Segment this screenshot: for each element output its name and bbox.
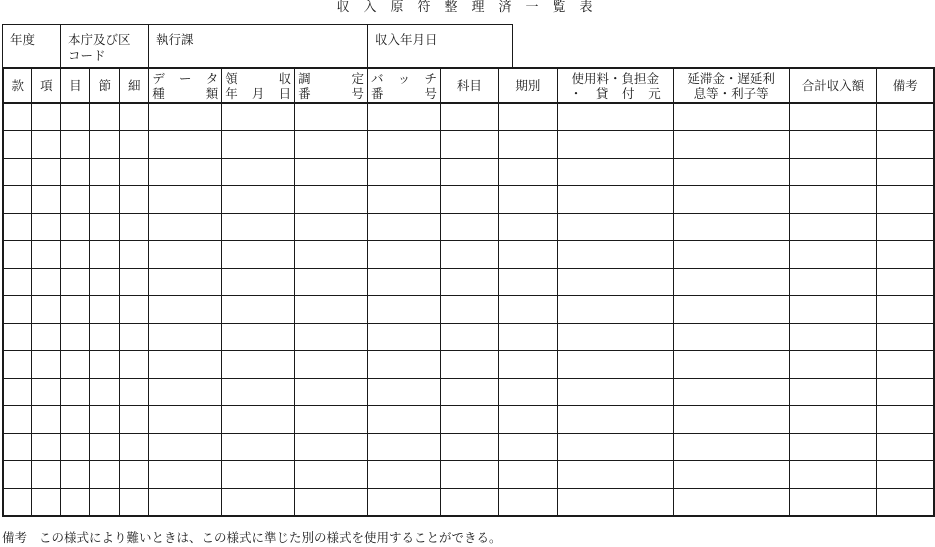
table-cell[interactable]	[61, 268, 90, 296]
table-cell[interactable]	[149, 131, 222, 159]
table-cell[interactable]	[32, 488, 61, 516]
col-subject: 科目	[440, 68, 498, 103]
table-cell[interactable]	[498, 461, 557, 489]
table-cell[interactable]	[295, 488, 368, 516]
table-cell[interactable]	[61, 488, 90, 516]
table-cell[interactable]	[61, 241, 90, 269]
table-cell[interactable]	[368, 433, 441, 461]
office-code-label-line1: 本庁及び区	[68, 32, 131, 47]
table-cell[interactable]	[222, 378, 295, 406]
table-cell[interactable]	[498, 158, 557, 186]
table-cell[interactable]	[368, 241, 441, 269]
table-cell[interactable]	[557, 158, 673, 186]
table-cell[interactable]	[673, 241, 789, 269]
table-cell[interactable]	[120, 488, 149, 516]
table-cell[interactable]	[222, 186, 295, 214]
table-cell[interactable]	[120, 158, 149, 186]
table-cell[interactable]	[61, 213, 90, 241]
table-cell[interactable]	[90, 103, 120, 131]
table-cell[interactable]	[120, 186, 149, 214]
table-cell[interactable]	[368, 158, 441, 186]
table-cell[interactable]	[557, 488, 673, 516]
col-period: 期別	[498, 68, 557, 103]
table-cell[interactable]	[440, 378, 498, 406]
col-received-date: 領収 年月日	[222, 68, 295, 103]
table-cell[interactable]	[673, 323, 789, 351]
table-cell[interactable]	[877, 351, 934, 379]
table-row	[3, 241, 934, 269]
table-cell[interactable]	[789, 488, 877, 516]
col-assessment-no: 調定 番号	[295, 68, 368, 103]
table-row	[3, 131, 934, 159]
table-cell[interactable]	[3, 433, 32, 461]
table-cell[interactable]	[498, 186, 557, 214]
col-batch-no: バッチ 番号	[368, 68, 441, 103]
table-cell[interactable]	[222, 351, 295, 379]
col-data-type: データ 種類	[149, 68, 222, 103]
table-cell[interactable]	[61, 296, 90, 324]
table-cell[interactable]	[440, 158, 498, 186]
table-cell[interactable]	[61, 186, 90, 214]
table-cell[interactable]	[3, 186, 32, 214]
col-remarks: 備考	[877, 68, 934, 103]
table-cell[interactable]	[789, 433, 877, 461]
table-cell[interactable]	[32, 378, 61, 406]
table-cell[interactable]	[3, 103, 32, 131]
table-cell[interactable]	[90, 461, 120, 489]
table-cell[interactable]	[149, 488, 222, 516]
table-cell[interactable]	[498, 241, 557, 269]
table-cell[interactable]	[557, 131, 673, 159]
table-cell[interactable]	[149, 378, 222, 406]
table-cell[interactable]	[789, 268, 877, 296]
table-cell[interactable]	[789, 351, 877, 379]
table-cell[interactable]	[557, 461, 673, 489]
table-cell[interactable]	[3, 268, 32, 296]
table-cell[interactable]	[149, 241, 222, 269]
table-cell[interactable]	[295, 103, 368, 131]
table-cell[interactable]	[789, 406, 877, 434]
table-row	[3, 323, 934, 351]
table-cell[interactable]	[90, 241, 120, 269]
table-cell[interactable]	[789, 378, 877, 406]
table-row	[3, 488, 934, 516]
col-kou: 項	[32, 68, 61, 103]
table-cell[interactable]	[295, 406, 368, 434]
col-moku: 目	[61, 68, 90, 103]
table-cell[interactable]	[295, 461, 368, 489]
table-cell[interactable]	[120, 103, 149, 131]
table-cell[interactable]	[498, 323, 557, 351]
table-cell[interactable]	[295, 351, 368, 379]
table-cell[interactable]	[3, 461, 32, 489]
table-cell[interactable]	[877, 241, 934, 269]
table-cell[interactable]	[673, 351, 789, 379]
table-cell[interactable]	[368, 488, 441, 516]
table-cell[interactable]	[222, 213, 295, 241]
table-cell[interactable]	[440, 488, 498, 516]
table-cell[interactable]	[673, 296, 789, 324]
table-cell[interactable]	[440, 461, 498, 489]
table-cell[interactable]	[498, 268, 557, 296]
table-cell[interactable]	[90, 433, 120, 461]
col-sai: 細	[120, 68, 149, 103]
table-cell[interactable]	[877, 186, 934, 214]
table-cell[interactable]	[3, 158, 32, 186]
table-cell[interactable]	[90, 488, 120, 516]
table-cell[interactable]	[877, 131, 934, 159]
col-late-fee: 延滞金・遅延利 息等・利子等	[673, 68, 789, 103]
table-cell[interactable]	[120, 268, 149, 296]
table-cell[interactable]	[295, 323, 368, 351]
table-cell[interactable]	[440, 186, 498, 214]
table-cell[interactable]	[673, 461, 789, 489]
table-cell[interactable]	[673, 488, 789, 516]
table-cell[interactable]	[368, 323, 441, 351]
table-cell[interactable]	[789, 103, 877, 131]
table-cell[interactable]	[673, 406, 789, 434]
table-cell[interactable]	[557, 378, 673, 406]
table-cell[interactable]	[295, 213, 368, 241]
table-cell[interactable]	[120, 241, 149, 269]
table-cell[interactable]	[32, 131, 61, 159]
table-cell[interactable]	[440, 131, 498, 159]
table-cell[interactable]	[120, 351, 149, 379]
column-header-row	[3, 68, 934, 103]
table-cell[interactable]	[368, 131, 441, 159]
table-cell[interactable]	[61, 433, 90, 461]
table-cell[interactable]	[3, 378, 32, 406]
table-cell[interactable]	[120, 131, 149, 159]
table-cell[interactable]	[120, 433, 149, 461]
table-cell[interactable]	[90, 131, 120, 159]
table-cell[interactable]	[3, 406, 32, 434]
table-cell[interactable]	[789, 213, 877, 241]
table-cell[interactable]	[32, 406, 61, 434]
table-cell[interactable]	[61, 131, 90, 159]
table-cell[interactable]	[149, 103, 222, 131]
col-kan: 款	[3, 68, 32, 103]
table-cell[interactable]	[789, 323, 877, 351]
table-cell[interactable]	[120, 213, 149, 241]
table-cell[interactable]	[61, 351, 90, 379]
table-cell[interactable]	[673, 158, 789, 186]
table-cell[interactable]	[149, 213, 222, 241]
table-cell[interactable]	[3, 296, 32, 324]
header-box-table	[2, 24, 513, 68]
table-cell[interactable]	[61, 406, 90, 434]
table-cell[interactable]	[3, 241, 32, 269]
fiscal-year-label: 年度	[10, 32, 36, 47]
table-cell[interactable]	[222, 241, 295, 269]
table-row	[3, 461, 934, 489]
table-cell[interactable]	[149, 433, 222, 461]
table-cell[interactable]	[557, 323, 673, 351]
table-cell[interactable]	[149, 461, 222, 489]
table-cell[interactable]	[440, 406, 498, 434]
table-cell[interactable]	[32, 186, 61, 214]
table-cell[interactable]	[295, 433, 368, 461]
table-row	[3, 268, 934, 296]
ledger-table	[2, 67, 935, 517]
table-cell[interactable]	[295, 131, 368, 159]
table-cell[interactable]	[90, 296, 120, 324]
table-cell[interactable]	[368, 461, 441, 489]
table-cell[interactable]	[498, 488, 557, 516]
table-cell[interactable]	[120, 461, 149, 489]
table-cell[interactable]	[61, 158, 90, 186]
table-cell[interactable]	[877, 378, 934, 406]
table-cell[interactable]	[368, 378, 441, 406]
table-cell[interactable]	[32, 158, 61, 186]
table-cell[interactable]	[120, 378, 149, 406]
table-cell[interactable]	[877, 488, 934, 516]
table-cell[interactable]	[877, 406, 934, 434]
fiscal-year-field[interactable]	[3, 25, 61, 68]
table-cell[interactable]	[557, 351, 673, 379]
table-cell[interactable]	[440, 213, 498, 241]
table-cell[interactable]	[877, 213, 934, 241]
table-cell[interactable]	[368, 186, 441, 214]
table-cell[interactable]	[440, 323, 498, 351]
table-cell[interactable]	[673, 103, 789, 131]
table-cell[interactable]	[440, 433, 498, 461]
table-cell[interactable]	[149, 158, 222, 186]
table-cell[interactable]	[368, 268, 441, 296]
table-cell[interactable]	[32, 213, 61, 241]
table-cell[interactable]	[222, 433, 295, 461]
table-cell[interactable]	[61, 103, 90, 131]
table-cell[interactable]	[498, 351, 557, 379]
table-cell[interactable]	[789, 461, 877, 489]
page-title: 収入原符整理済一覧表	[336, 0, 607, 15]
table-cell[interactable]	[673, 268, 789, 296]
table-row	[3, 103, 934, 131]
footnote	[2, 530, 502, 546]
table-cell[interactable]	[498, 296, 557, 324]
table-cell[interactable]	[222, 323, 295, 351]
table-cell[interactable]	[557, 213, 673, 241]
table-cell[interactable]	[498, 213, 557, 241]
table-cell[interactable]	[557, 186, 673, 214]
office-code-field[interactable]	[61, 25, 149, 68]
table-cell[interactable]	[61, 461, 90, 489]
table-cell[interactable]	[673, 213, 789, 241]
table-cell[interactable]	[3, 488, 32, 516]
table-cell[interactable]	[90, 186, 120, 214]
table-cell[interactable]	[90, 323, 120, 351]
table-cell[interactable]	[440, 241, 498, 269]
table-cell[interactable]	[90, 158, 120, 186]
table-cell[interactable]	[222, 461, 295, 489]
table-cell[interactable]	[877, 296, 934, 324]
table-cell[interactable]	[498, 378, 557, 406]
table-cell[interactable]	[789, 131, 877, 159]
footnote-text: この様式により難いときは、この様式に準じた別の様式を使用することができる。	[39, 530, 502, 545]
table-cell[interactable]	[440, 103, 498, 131]
table-cell[interactable]	[90, 406, 120, 434]
table-cell[interactable]	[498, 406, 557, 434]
table-cell[interactable]	[222, 296, 295, 324]
office-code-label-line2: コード	[68, 47, 106, 63]
footnote-label: 備考	[2, 530, 28, 545]
table-cell[interactable]	[295, 296, 368, 324]
table-cell[interactable]	[877, 268, 934, 296]
department-label: 執行課	[156, 32, 194, 47]
table-cell[interactable]	[120, 323, 149, 351]
table-cell[interactable]	[61, 323, 90, 351]
table-cell[interactable]	[3, 213, 32, 241]
table-cell[interactable]	[557, 241, 673, 269]
table-cell[interactable]	[149, 186, 222, 214]
table-cell[interactable]	[789, 241, 877, 269]
table-cell[interactable]	[673, 186, 789, 214]
table-cell[interactable]	[498, 103, 557, 131]
table-cell[interactable]	[440, 268, 498, 296]
table-cell[interactable]	[61, 378, 90, 406]
table-cell[interactable]	[877, 158, 934, 186]
table-cell[interactable]	[498, 131, 557, 159]
table-cell[interactable]	[149, 351, 222, 379]
table-cell[interactable]	[877, 433, 934, 461]
table-cell[interactable]	[32, 351, 61, 379]
table-cell[interactable]	[90, 213, 120, 241]
col-total-amount: 合計収入額	[789, 68, 877, 103]
table-row	[3, 186, 934, 214]
table-cell[interactable]	[368, 296, 441, 324]
table-row	[3, 433, 934, 461]
department-field[interactable]	[149, 25, 368, 68]
table-cell[interactable]	[295, 378, 368, 406]
table-cell[interactable]	[3, 351, 32, 379]
table-row	[3, 351, 934, 379]
table-cell[interactable]	[877, 103, 934, 131]
table-cell[interactable]	[557, 296, 673, 324]
table-cell[interactable]	[673, 131, 789, 159]
table-cell[interactable]	[368, 406, 441, 434]
table-cell[interactable]	[222, 406, 295, 434]
col-setsu: 節	[90, 68, 120, 103]
table-cell[interactable]	[3, 323, 32, 351]
table-cell[interactable]	[673, 433, 789, 461]
table-cell[interactable]	[222, 268, 295, 296]
table-cell[interactable]	[295, 241, 368, 269]
table-row	[3, 158, 934, 186]
table-cell[interactable]	[877, 323, 934, 351]
table-cell[interactable]	[149, 268, 222, 296]
table-cell[interactable]	[3, 131, 32, 159]
table-row	[3, 378, 934, 406]
table-cell[interactable]	[222, 488, 295, 516]
table-cell[interactable]	[295, 268, 368, 296]
table-cell[interactable]	[557, 433, 673, 461]
receipt-date-label: 収入年月日	[375, 32, 438, 47]
table-cell[interactable]	[32, 296, 61, 324]
table-cell[interactable]	[222, 103, 295, 131]
table-cell[interactable]	[222, 158, 295, 186]
table-cell[interactable]	[877, 461, 934, 489]
table-cell[interactable]	[90, 378, 120, 406]
table-cell[interactable]	[789, 296, 877, 324]
table-cell[interactable]	[32, 461, 61, 489]
table-cell[interactable]	[789, 186, 877, 214]
table-cell[interactable]	[440, 351, 498, 379]
table-cell[interactable]	[32, 103, 61, 131]
table-cell[interactable]	[368, 213, 441, 241]
table-cell[interactable]	[90, 351, 120, 379]
table-cell[interactable]	[32, 241, 61, 269]
table-cell[interactable]	[120, 406, 149, 434]
table-cell[interactable]	[557, 268, 673, 296]
table-cell[interactable]	[149, 406, 222, 434]
col-usage-fee: 使用料・負担金 ・貸付元	[557, 68, 673, 103]
table-cell[interactable]	[673, 378, 789, 406]
table-cell[interactable]	[557, 103, 673, 131]
table-cell[interactable]	[149, 296, 222, 324]
table-cell[interactable]	[90, 268, 120, 296]
table-cell[interactable]	[222, 131, 295, 159]
table-row	[3, 406, 934, 434]
table-cell[interactable]	[295, 158, 368, 186]
table-row	[3, 213, 934, 241]
table-cell[interactable]	[557, 406, 673, 434]
table-cell[interactable]	[368, 351, 441, 379]
table-cell[interactable]	[295, 186, 368, 214]
table-cell[interactable]	[32, 433, 61, 461]
table-cell[interactable]	[149, 323, 222, 351]
table-cell[interactable]	[120, 296, 149, 324]
table-cell[interactable]	[32, 268, 61, 296]
table-cell[interactable]	[498, 433, 557, 461]
table-row	[3, 296, 934, 324]
table-cell[interactable]	[32, 323, 61, 351]
table-cell[interactable]	[368, 103, 441, 131]
receipt-date-field[interactable]	[368, 25, 513, 68]
table-cell[interactable]	[440, 296, 498, 324]
table-cell[interactable]	[789, 158, 877, 186]
